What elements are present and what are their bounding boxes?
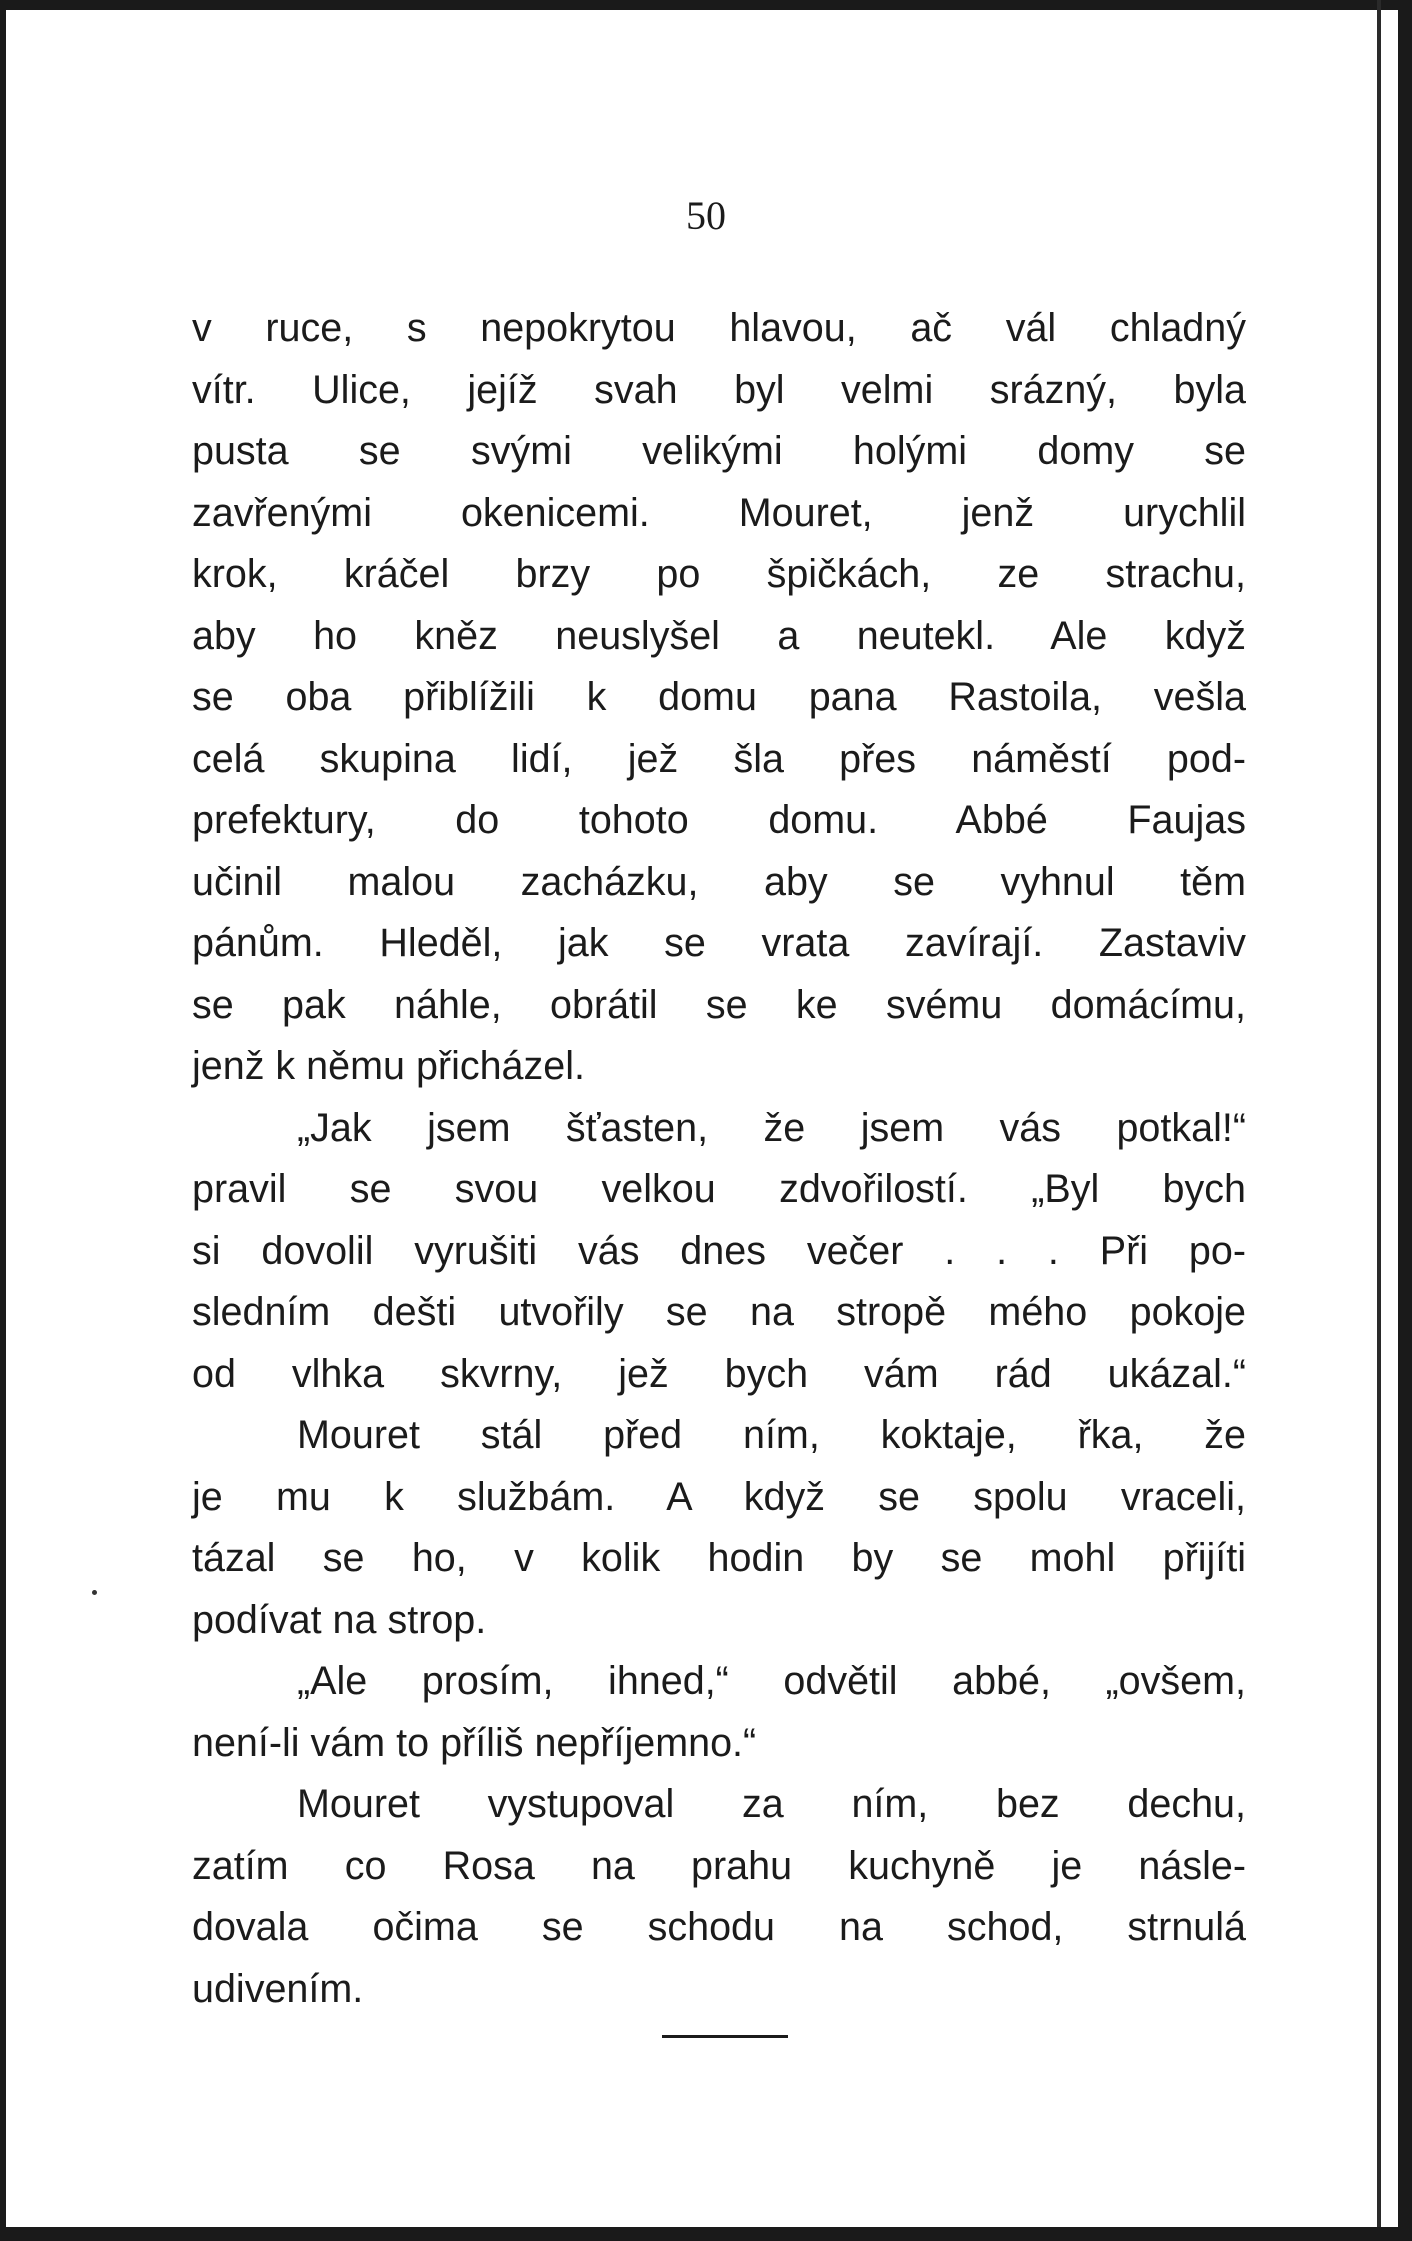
scan-border-right-inner xyxy=(1377,0,1381,2241)
text-line: jenž k němu přicházel. xyxy=(192,1044,585,1088)
text-line: pravil se svou velkou zdvořilostí. „Byl bych xyxy=(192,1167,1246,1211)
scan-border-left xyxy=(0,0,6,2241)
body-text xyxy=(192,298,1246,2020)
text-line: krok, kráčel brzy po špičkách, ze strachu, xyxy=(192,552,1246,596)
text-line: je mu k službám. A když se spolu vraceli, xyxy=(192,1474,1246,1519)
text-line: v ruce, s nepokrytou hlavou, ač vál chladný xyxy=(192,306,1246,350)
text-line: pusta se svými velikými holými domy se xyxy=(192,429,1246,473)
text-line: vítr. Ulice, jejíž svah byl velmi srázný, byla xyxy=(192,367,1246,412)
text-line: aby ho kněz neuslyšel a neutekl. Ale když xyxy=(192,613,1246,658)
scan-border-top xyxy=(0,0,1412,10)
text-line: sledním dešti utvořily se na stropě mého pokoje xyxy=(192,1290,1246,1334)
text-line: není-li vám to příliš nepříjemno.“ xyxy=(192,1720,757,1765)
text-line: pánům. Hleděl, jak se vrata zavírají. Zastaviv xyxy=(192,921,1246,965)
scan-speck xyxy=(92,1590,97,1595)
scan-border-right xyxy=(1398,0,1412,2241)
text-line: „Jak jsem šťasten, že jsem vás potkal!“ xyxy=(297,1105,1246,1150)
text-line: celá skupina lidí, jež šla přes náměstí pod- xyxy=(192,736,1246,781)
text-line: zavřenými okenicemi. Mouret, jenž urychlil xyxy=(192,490,1246,535)
text-line: prefektury, do tohoto domu. Abbé Faujas xyxy=(192,798,1246,842)
text-line: podívat na strop. xyxy=(192,1597,487,1642)
text-line: „Ale prosím, ihned,“ odvětil abbé, „ovšem, xyxy=(297,1659,1246,1703)
text-line: učinil malou zacházku, aby se vyhnul těm xyxy=(192,859,1246,904)
text-line: od vlhka skvrny, jež bych vám rád ukázal.“ xyxy=(192,1351,1246,1396)
text-line: si dovolil vyrušiti vás dnes večer . . . Při po- xyxy=(192,1228,1246,1273)
end-rule xyxy=(662,2035,788,2038)
page-number: 50 xyxy=(686,193,726,238)
text-line: se oba přiblížili k domu pana Rastoila, vešla xyxy=(192,675,1246,719)
text-line: se pak náhle, obrátil se ke svému domácímu, xyxy=(192,982,1246,1027)
scan-border-bottom xyxy=(0,2227,1412,2241)
text-line: tázal se ho, v kolik hodin by se mohl přijíti xyxy=(192,1536,1246,1580)
text-line: Mouret vystupoval za ním, bez dechu, xyxy=(297,1782,1246,1826)
text-line: zatím co Rosa na prahu kuchyně je násle- xyxy=(192,1843,1246,1888)
text-line: dovala očima se schodu na schod, strnulá xyxy=(192,1905,1246,1949)
text-line: Mouret stál před ním, koktaje, řka, že xyxy=(297,1413,1246,1457)
text-line: udivením. xyxy=(192,1966,364,2011)
